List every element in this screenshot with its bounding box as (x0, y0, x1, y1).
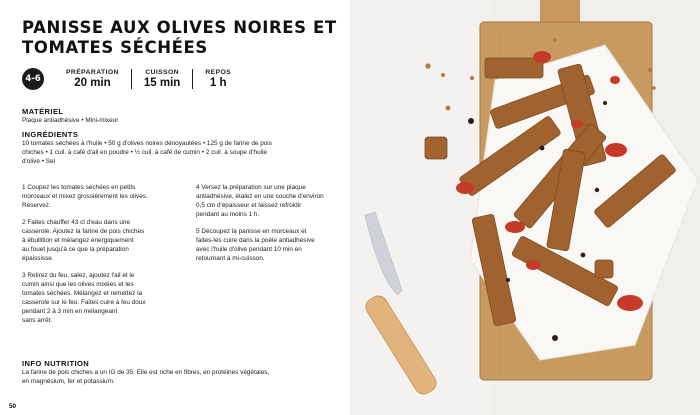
timing-label: CUISSON (145, 69, 179, 76)
step-3 (22, 271, 166, 325)
step-line: casserole sur le feu. Faites cuire à feu doux (22, 299, 146, 306)
timing-cuisson (131, 69, 192, 89)
timing-label: PRÉPARATION (66, 69, 119, 76)
materiel-heading: MATÉRIEL (22, 107, 64, 116)
step-line: à ébullition et mélangez énergiquement (22, 237, 134, 244)
timing-value: 20 min (74, 77, 111, 89)
step-line: tomates séchées. Mélangez et remettez la (22, 290, 143, 297)
step-line: 2 Faites chauffer 43 cl d'eau dans une (22, 219, 131, 226)
timing-value: 15 min (143, 77, 181, 89)
ingredients-section (22, 130, 337, 166)
timing-preparation (54, 69, 131, 89)
step-line: retournant à mi-cuisson. (196, 255, 265, 262)
timing-repos (192, 69, 243, 89)
ingredients-line: chiches • 1 cuil. à café d'ail en poudre • ½ cuil. à café de cumin • 2 cuil. à soupe d'huile (22, 149, 268, 156)
nutrition-section (22, 359, 337, 386)
step-1 (22, 183, 166, 210)
step-line: 5 Découpez la panisse en morceaux et (196, 228, 307, 235)
timing-value: 1 h (209, 77, 227, 89)
nutrition-line: La farine de pois chiches a un IG de 35. Elle est riche en fibres, en protéines végétales, (22, 369, 270, 376)
ingredients-line: 10 tomates séchées à l'huile • 50 g d'olives noires dénoyautées • 125 g de farine de pois (22, 140, 272, 147)
steps-column-right (196, 183, 340, 333)
step-line: antiadhésive, étalez en une couche d'environ (196, 193, 324, 200)
step-line: 1 Coupez les tomates séchées en petits (22, 184, 136, 191)
step-line: cumin ainsi que les olives mixées et les (22, 281, 134, 288)
step-line: avec l'huile d'olive pendant 10 min en (196, 246, 302, 253)
page-number: 50 (9, 403, 17, 410)
nutrition-heading: INFO NUTRITION (22, 359, 90, 368)
step-line: 0,5 cm d'épaisseur et laissez refroidir (196, 202, 302, 209)
timing-label: REPOS (205, 69, 232, 76)
step-line: pendant 2 à 3 min en mélangeant (22, 308, 118, 315)
step-line: 4 Versez la préparation sur une plaque (196, 184, 306, 191)
step-line: épaississe. (22, 255, 54, 262)
step-2 (22, 218, 166, 263)
timing-bar (22, 66, 243, 92)
ingredients-heading: INGRÉDIENTS (22, 130, 79, 139)
step-line: morceaux et mixez grossièrement les olives. (22, 193, 148, 200)
step-line: Réservez. (22, 202, 51, 209)
ingredients-line: d'olive • Sel (22, 158, 55, 165)
servings-icon: 4-6 (22, 68, 44, 90)
step-4 (196, 183, 340, 219)
step-line: pendant au moins 1 h. (196, 211, 260, 218)
step-line: 3 Retirez du feu, salez, ajoutez l'ail et le (22, 272, 135, 279)
steps (22, 183, 340, 333)
nutrition-line: en magnésium, fer et potassium. (22, 378, 115, 385)
food-photo-illustration (350, 0, 700, 415)
step-line: faites-les cuire dans la poêle antiadhésive (196, 237, 315, 244)
step-line: au fouet jusqu'à ce que la préparation (22, 246, 129, 253)
step-line: sans arrêt. (22, 317, 53, 324)
step-line: casserole. Ajoutez la farine de pois chiches (22, 228, 145, 235)
materiel-text: Plaque antiadhésive • Mini-mixeur (22, 117, 119, 124)
food-photo (350, 0, 700, 415)
recipe-title: PANISSE AUX OLIVES NOIRES ET TOMATES SÉCHÉES (22, 18, 337, 57)
materiel-section (22, 107, 337, 125)
steps-column-left (22, 183, 166, 333)
step-5 (196, 227, 340, 263)
